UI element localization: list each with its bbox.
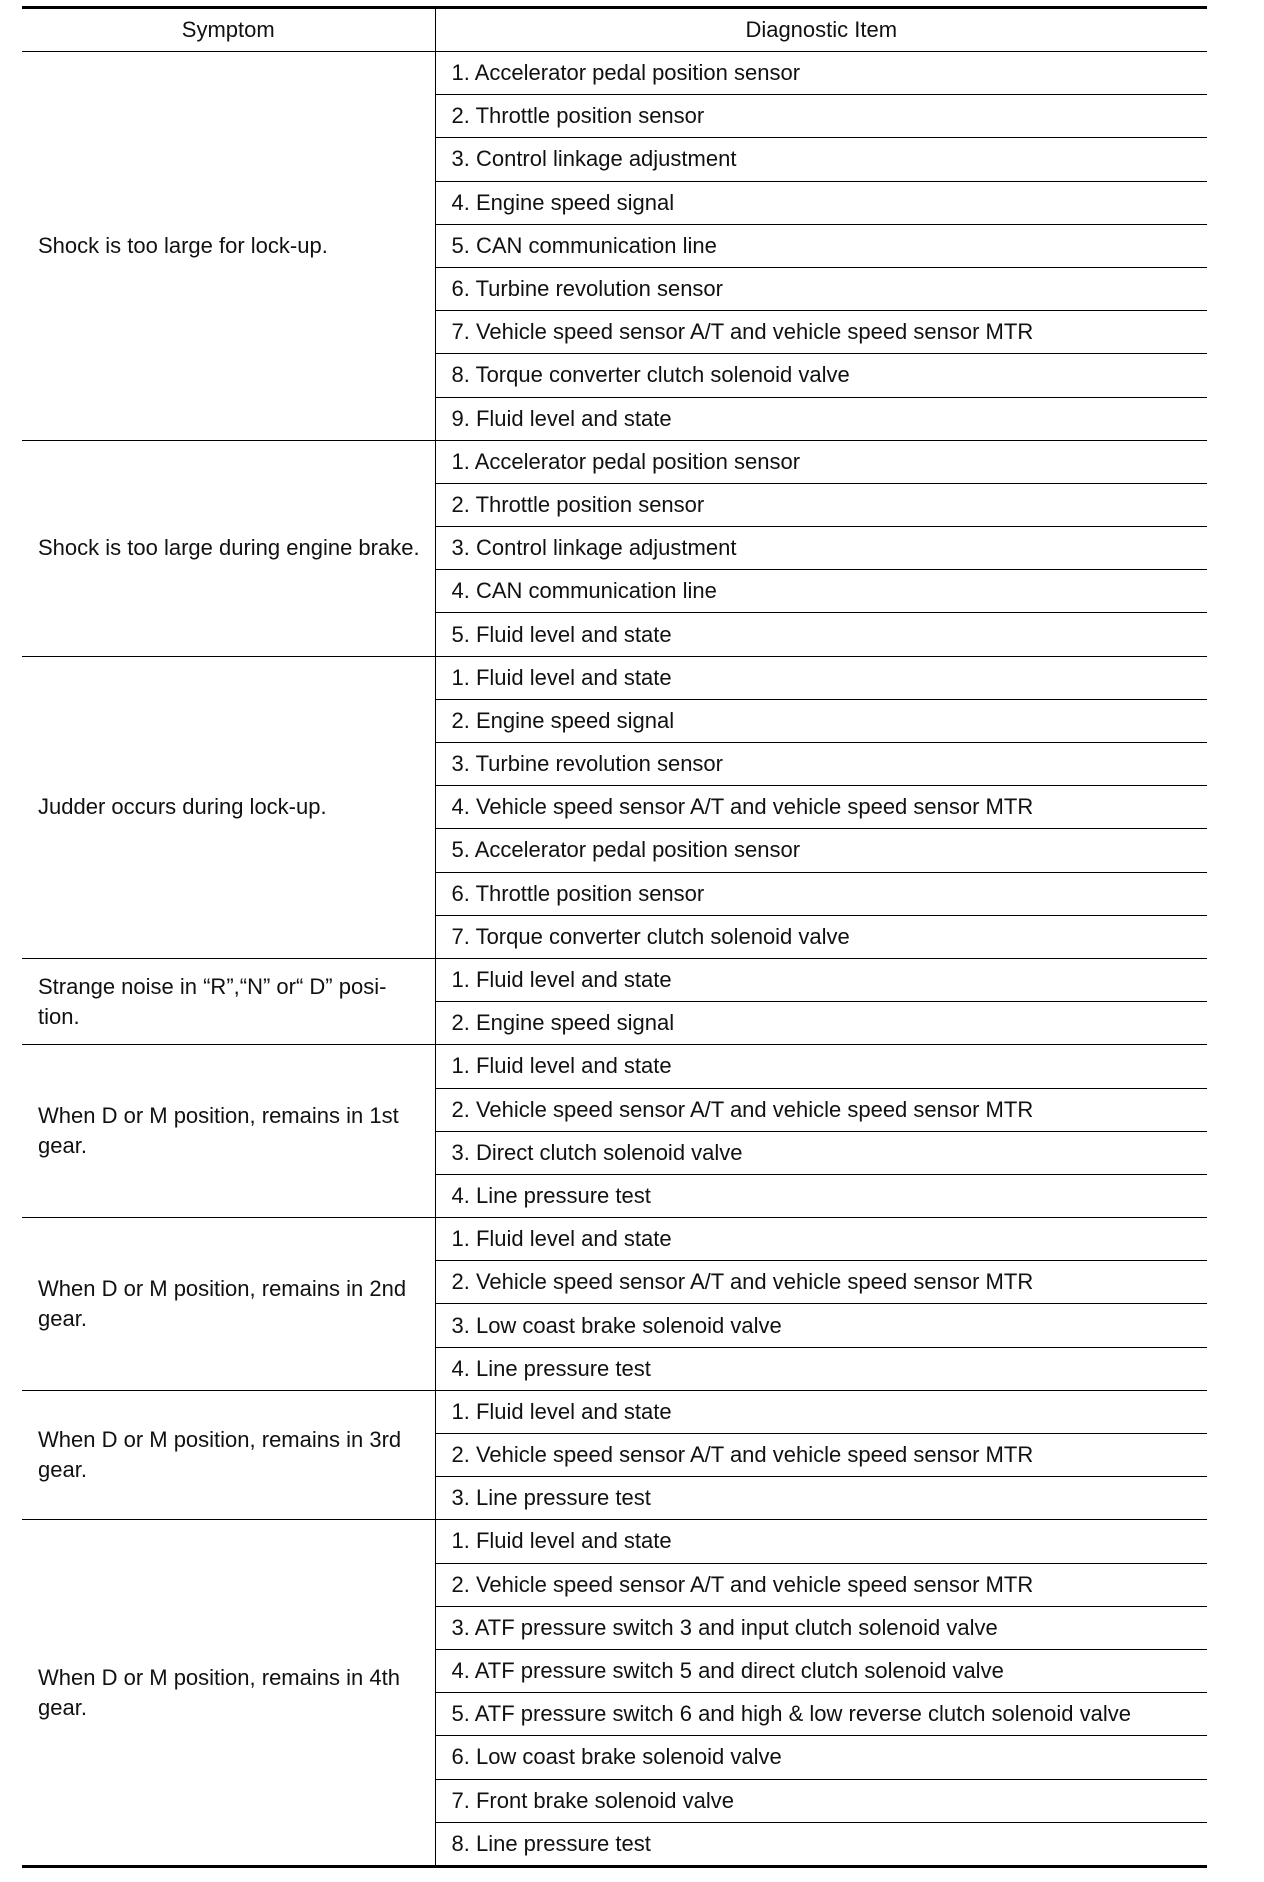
diagnostic-item-cell: 1. Fluid level and state [435,656,1207,699]
diagnostic-item-cell: 6. Low coast brake solenoid valve [435,1736,1207,1779]
diagnostic-item-cell: 5. CAN communication line [435,224,1207,267]
symptom-cell: When D or M position, remains in 1st gear. [22,1045,435,1218]
diagnostic-item-cell: 2. Engine speed signal [435,699,1207,742]
symptom-cell: Shock is too large for lock-up. [22,52,435,441]
diagnostic-item-cell: 1. Accelerator pedal position sensor [435,440,1207,483]
diagnostic-item-cell: 4. CAN communication line [435,570,1207,613]
table-row [22,958,1207,1001]
table-row [22,1390,1207,1433]
symptom-cell: Shock is too large during engine brake. [22,440,435,656]
symptom-cell: When D or M position, remains in 2nd gear. [22,1218,435,1391]
table-row [22,1218,1207,1261]
diagnostic-item-cell: 1. Accelerator pedal position sensor [435,52,1207,95]
diagnostic-item-cell: 3. Control linkage adjustment [435,138,1207,181]
symptom-cell: Strange noise in “R”,“N” or“ D” posi-tion. [22,958,435,1044]
diagnostic-item-cell: 1. Fluid level and state [435,1218,1207,1261]
header-row [22,8,1207,52]
diagnostic-item-cell: 7. Vehicle speed sensor A/T and vehicle speed sensor MTR [435,311,1207,354]
symptom-cell: Judder occurs during lock-up. [22,656,435,958]
diagnostic-item-cell: 2. Throttle position sensor [435,95,1207,138]
diagnostic-item-cell: 8. Line pressure test [435,1822,1207,1866]
diagnostic-item-cell: 4. Line pressure test [435,1174,1207,1217]
diagnostic-item-cell: 4. ATF pressure switch 5 and direct clutch solenoid valve [435,1649,1207,1692]
diagnostic-item-cell: 5. Fluid level and state [435,613,1207,656]
diagnostic-item-cell: 3. Line pressure test [435,1477,1207,1520]
diagnostic-item-cell: 3. ATF pressure switch 3 and input clutch solenoid valve [435,1606,1207,1649]
diagnostic-item-header: Diagnostic Item [435,8,1207,52]
diagnostic-item-cell: 8. Torque converter clutch solenoid valve [435,354,1207,397]
diagnostic-item-cell: 9. Fluid level and state [435,397,1207,440]
diagnostic-item-cell: 4. Vehicle speed sensor A/T and vehicle speed sensor MTR [435,786,1207,829]
diagnostic-item-cell: 5. Accelerator pedal position sensor [435,829,1207,872]
diagnostic-item-cell: 6. Throttle position sensor [435,872,1207,915]
table-row [22,656,1207,699]
diagnostic-item-cell: 2. Vehicle speed sensor A/T and vehicle speed sensor MTR [435,1261,1207,1304]
diagnostic-item-cell: 2. Vehicle speed sensor A/T and vehicle speed sensor MTR [435,1563,1207,1606]
diagnostic-item-cell: 3. Direct clutch solenoid valve [435,1131,1207,1174]
diagnostic-item-cell: 2. Engine speed signal [435,1002,1207,1045]
symptom-header: Symptom [22,8,435,52]
diagnostic-item-cell: 3. Turbine revolution sensor [435,743,1207,786]
diagnostic-item-cell: 2. Vehicle speed sensor A/T and vehicle speed sensor MTR [435,1434,1207,1477]
diagnostic-item-cell: 4. Line pressure test [435,1347,1207,1390]
diagnosis-table [22,6,1207,1868]
diagnostic-item-cell: 3. Low coast brake solenoid valve [435,1304,1207,1347]
table-row [22,1520,1207,1563]
table-row [22,440,1207,483]
diagnostic-item-cell: 1. Fluid level and state [435,958,1207,1001]
diagnostic-item-cell: 2. Vehicle speed sensor A/T and vehicle speed sensor MTR [435,1088,1207,1131]
table-row [22,52,1207,95]
diagnostic-item-cell: 1. Fluid level and state [435,1390,1207,1433]
symptom-cell: When D or M position, remains in 4th gear. [22,1520,435,1867]
symptom-cell: When D or M position, remains in 3rd gear. [22,1390,435,1520]
table-body [22,52,1207,1867]
table-row [22,1045,1207,1088]
diagnostic-item-cell: 6. Turbine revolution sensor [435,267,1207,310]
diagnostic-item-cell: 1. Fluid level and state [435,1045,1207,1088]
diagnostic-item-cell: 4. Engine speed signal [435,181,1207,224]
diagnostic-item-cell: 7. Torque converter clutch solenoid valve [435,915,1207,958]
diagnostic-item-cell: 5. ATF pressure switch 6 and high & low reverse clutch solenoid valve [435,1693,1207,1736]
diagnostic-item-cell: 2. Throttle position sensor [435,483,1207,526]
diagnostic-item-cell: 3. Control linkage adjustment [435,527,1207,570]
diagnostic-item-cell: 1. Fluid level and state [435,1520,1207,1563]
diagnostic-item-cell: 7. Front brake solenoid valve [435,1779,1207,1822]
